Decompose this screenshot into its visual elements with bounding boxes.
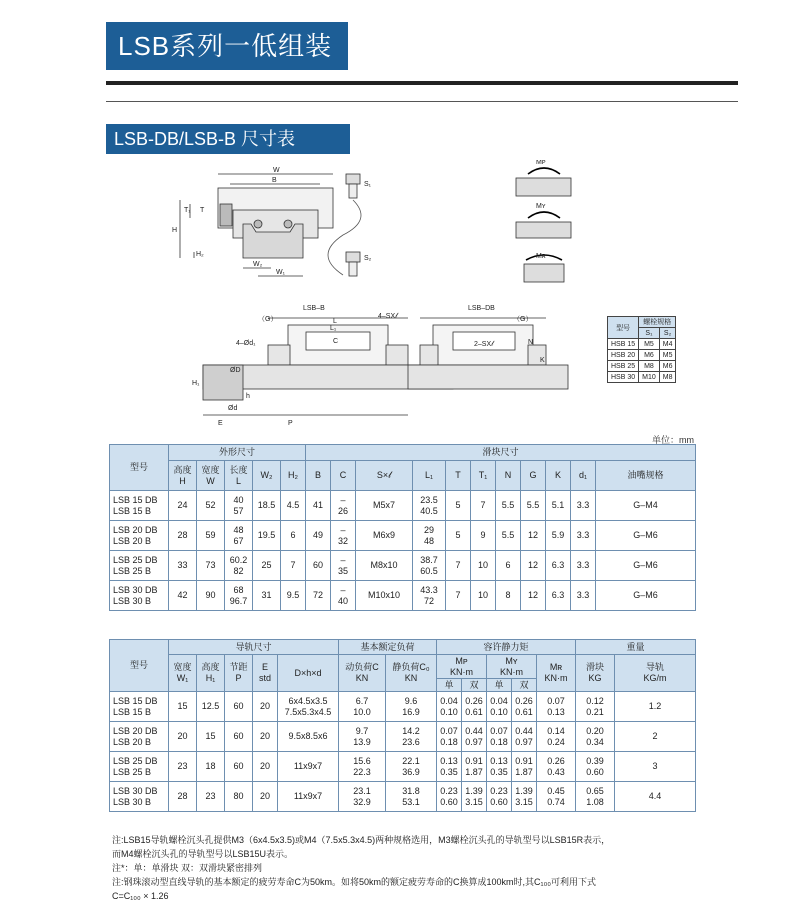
label-lsb-db: LSB–DB bbox=[468, 305, 495, 312]
section-title-banner bbox=[106, 124, 350, 154]
label-c: C bbox=[333, 338, 339, 345]
bolt-s1-head bbox=[346, 174, 360, 184]
label-h-small: h bbox=[246, 393, 250, 400]
technical-drawing bbox=[108, 160, 738, 440]
bolt-col-model: 型号 bbox=[608, 317, 639, 339]
bolt-col-s1: S₁ bbox=[639, 328, 660, 339]
ball-right bbox=[284, 220, 292, 228]
table-row: HSB 20 M6 M5 bbox=[608, 350, 676, 361]
end-cap-left bbox=[220, 204, 232, 226]
label-l: L bbox=[333, 318, 337, 325]
t2-h-model: 型号 bbox=[110, 640, 169, 692]
label-l1: L₁ bbox=[330, 325, 337, 332]
label-g-right: （G） bbox=[513, 316, 533, 323]
label-d: Ød bbox=[228, 405, 238, 412]
page-title-banner bbox=[106, 22, 348, 70]
note-line: 而M4螺栓沉头孔的导轨型号以LSB15U表示。 bbox=[112, 849, 294, 859]
ball-left bbox=[254, 220, 262, 228]
note-line: 注*：单：单滑块 双：双滑块紧密排列 bbox=[112, 863, 263, 873]
label-s1: S₁ bbox=[364, 181, 372, 188]
label-2sx: 2–SX𝓁 bbox=[474, 341, 494, 348]
label-h: H bbox=[172, 227, 178, 234]
title-divider-thick bbox=[106, 81, 738, 85]
table-row: LSB 20 DB LSB 20 B 20 15 60 20 9.5x8.5x6 9.7 13.9 14.2 23.6 0.07 0.18 0.44 0.97 0.07 0.18 0.44 0.97 0.14 0.24 0.20 0.34 2 bbox=[110, 722, 696, 752]
bolt-col-spec: 螺栓规格 bbox=[639, 317, 676, 328]
table-row: LSB 15 DB LSB 15 B 15 12.5 60 20 6x4.5x3.5 7.5x5.3x4.5 6.7 10.0 9.6 16.9 0.04 0.10 0.26 0.61 0.04 0.10 0.26 0.61 0.07 0.13 0.12 0.21 1.2 bbox=[110, 692, 696, 722]
table-row: LSB 30 DB LSB 30 B 28 23 80 20 11x9x7 23.1 32.9 31.8 53.1 0.23 0.60 1.39 3.15 0.23 0.60 1.39 3.15 0.45 0.74 0.65 1.08 4.4 bbox=[110, 782, 696, 812]
section-title: LSB-DB/LSB-B 尺寸表 bbox=[114, 129, 296, 149]
label-w1: W₁ bbox=[276, 269, 285, 276]
table-row: LSB 30 DB LSB 30 B 42 90 68 96.7 31 9.5 72 – 40 M10x10 43.3 72 7 10 8 12 6.3 3.3 G–M6 bbox=[110, 581, 696, 611]
bolt-s1-body bbox=[349, 184, 357, 198]
rail-load-table: 型号 导轨尺寸 基本额定负荷 容许静力矩 重量 宽度 W₁ 高度 H₁ 节距 P E std D×h×d 动负荷C KN 静负荷C₀ KN Mᴘ KN·m Mʏ KN·m Mʀ KN·m 滑块 KG 导轨 KG/m 单 双 单 双 LSB 15 DB LSB 15 B 15 12.5 60 20 6x4.5x3.5 7.5x5.3x4.5 6.7 10.0 9.6 16.9 0.04 0.10 0.26 0.61 0.04 0.10 0.26 0.61 0.07 0.13 0.12 0.21 1.2 LSB 20 DB LSB 20 B 20 15 60 20 9.5x8.5x6 9.7 13.9 14.2 23.6 0.07 0.18 0.44 0.97 0.07 0.18 0.44 0.97 0.14 0.24 0.20 0.34 2 LSB 25 DB LSB 25 B 23 18 60 20 11x9x7 15.6 22.3 22.1 36.9 0.13 0.35 0.91 1.87 0.13 0.35 0.91 1.87 0.26 0.43 0.39 0.60 3 LSB 30 DB LSB 30 B 28 23 80 20 11x9x7 23.1 32.9 31.8 53.1 0.23 0.60 1.39 3.15 0.23 0.60 1.39 3.15 0.45 0.74 0.65 1.08 4.4 bbox=[109, 639, 696, 812]
table-row: HSB 15 M5 M4 bbox=[608, 339, 676, 350]
t2-h-rail: 导轨尺寸 bbox=[169, 640, 339, 655]
label-my: Mʏ bbox=[536, 203, 546, 210]
t2-h-weight: 重量 bbox=[576, 640, 696, 655]
bolt-s2-head bbox=[346, 252, 360, 262]
label-p: P bbox=[288, 420, 293, 427]
t1-h-outer: 外形尺寸 bbox=[169, 445, 306, 461]
table-row: LSB 15 DB LSB 15 B 24 52 40 57 18.5 4.5 41 – 26 M5x7 23.5 40.5 5 7 5.5 5.5 5.1 3.3 G–M4 bbox=[110, 491, 696, 521]
table-row: LSB 25 DB LSB 25 B 33 73 60.2 82 25 7 60 – 35 M8x10 38.7 60.5 7 10 6 12 6.3 3.3 G–M6 bbox=[110, 551, 696, 581]
label-e: E bbox=[218, 420, 223, 427]
label-4d1: 4–Ød₁ bbox=[236, 340, 256, 347]
bolt-col-s2: S₂ bbox=[659, 328, 676, 339]
table-row: HSB 25 M8 M6 bbox=[608, 361, 676, 372]
lsb-db-rail bbox=[408, 365, 568, 389]
label-s2: S₂ bbox=[364, 255, 372, 262]
label-4sx: 4–SX𝓁 bbox=[378, 313, 398, 320]
title-divider-thin bbox=[106, 101, 738, 102]
label-mp: Mᴘ bbox=[536, 160, 546, 166]
bolt-s2-body bbox=[349, 262, 357, 276]
label-mr: Mʀ bbox=[536, 253, 546, 260]
block-dimension-table: 型号 外形尺寸 滑块尺寸 高度 H 宽度 W 长度 L W₂ H₂ B C S×𝓁 L₁ T T₁ N G K d₁ 油嘴规格 LSB 15 DB LSB 15 B 24 52 40 57 18.5 4.5 41 – 26 M5x7 23.5 40.5 5 7 5.5 5.5 5.1 3.3 G–M4 LSB 20 DB LSB 20 B 28 59 48 67 19.5 6 49 – 32 M6x9 29 48 5 9 5.5 12 5.9 3.3 G–M6 LSB 25 DB LSB 25 B 33 73 60.2 82 25 7 60 – 35 M8x10 38.7 60.5 7 10 6 12 6.3 3.3 G–M6 LSB 30 DB LSB 30 B 42 90 68 96.7 31 9.5 72 – 40 M10x10 43.3 72 7 10 8 12 6.3 3.3 G–M6 bbox=[109, 444, 696, 611]
t1-h-block: 滑块尺寸 bbox=[306, 445, 696, 461]
label-h1: H₁ bbox=[192, 380, 200, 387]
label-n: N bbox=[528, 339, 534, 346]
t2-h-moment: 容许静力矩 bbox=[437, 640, 576, 655]
table-row: LSB 20 DB LSB 20 B 28 59 48 67 19.5 6 49 – 32 M6x9 29 48 5 9 5.5 12 5.9 3.3 G–M6 bbox=[110, 521, 696, 551]
label-g-left: （G） bbox=[258, 316, 278, 323]
table-row: HSB 30 M10 M8 bbox=[608, 372, 676, 383]
table-row: LSB 25 DB LSB 25 B 23 18 60 20 11x9x7 15.6 22.3 22.1 36.9 0.13 0.35 0.91 1.87 0.13 0.35 0.91 1.87 0.26 0.43 0.39 0.60 3 bbox=[110, 752, 696, 782]
label-phi-d: ØD bbox=[230, 367, 241, 374]
label-t: T bbox=[200, 207, 205, 214]
label-h2: H₂ bbox=[196, 251, 204, 258]
t2-h-load: 基本额定负荷 bbox=[339, 640, 437, 655]
moment-mr-icon bbox=[524, 264, 564, 282]
notes bbox=[112, 833, 732, 903]
note-line: C=C₁₀₀ × 1.26 bbox=[112, 891, 169, 901]
label-t1: T₁ bbox=[184, 207, 191, 214]
label-w: W bbox=[273, 167, 280, 174]
label-k: K bbox=[540, 357, 545, 364]
note-line: 注:钢珠滚动型直线导轨的基本额定的疲劳寿命C为50km。如将50km的额定疲劳寿命的C换算成100km时,其C₁₀₀可利用下式 bbox=[112, 877, 597, 887]
label-lsb-b: LSB–B bbox=[303, 305, 325, 312]
bolt-spec-table bbox=[607, 316, 676, 383]
label-b: B bbox=[272, 177, 277, 184]
unit-note: 单位：mm bbox=[652, 435, 694, 445]
t1-h-model: 型号 bbox=[110, 445, 169, 491]
page-title: LSB系列一低组装 bbox=[118, 31, 333, 61]
label-w2: W₂ bbox=[253, 261, 263, 268]
moment-my-icon bbox=[516, 222, 571, 238]
note-line: 注:LSB15导轨螺栓沉头孔提供M3（6x4.5x3.5)或M4（7.5x5.3x4.5)两种规格选用，M3螺栓沉头孔的导轨型号以LSB15R表示， bbox=[112, 835, 611, 845]
moment-mp-icon bbox=[516, 178, 571, 196]
